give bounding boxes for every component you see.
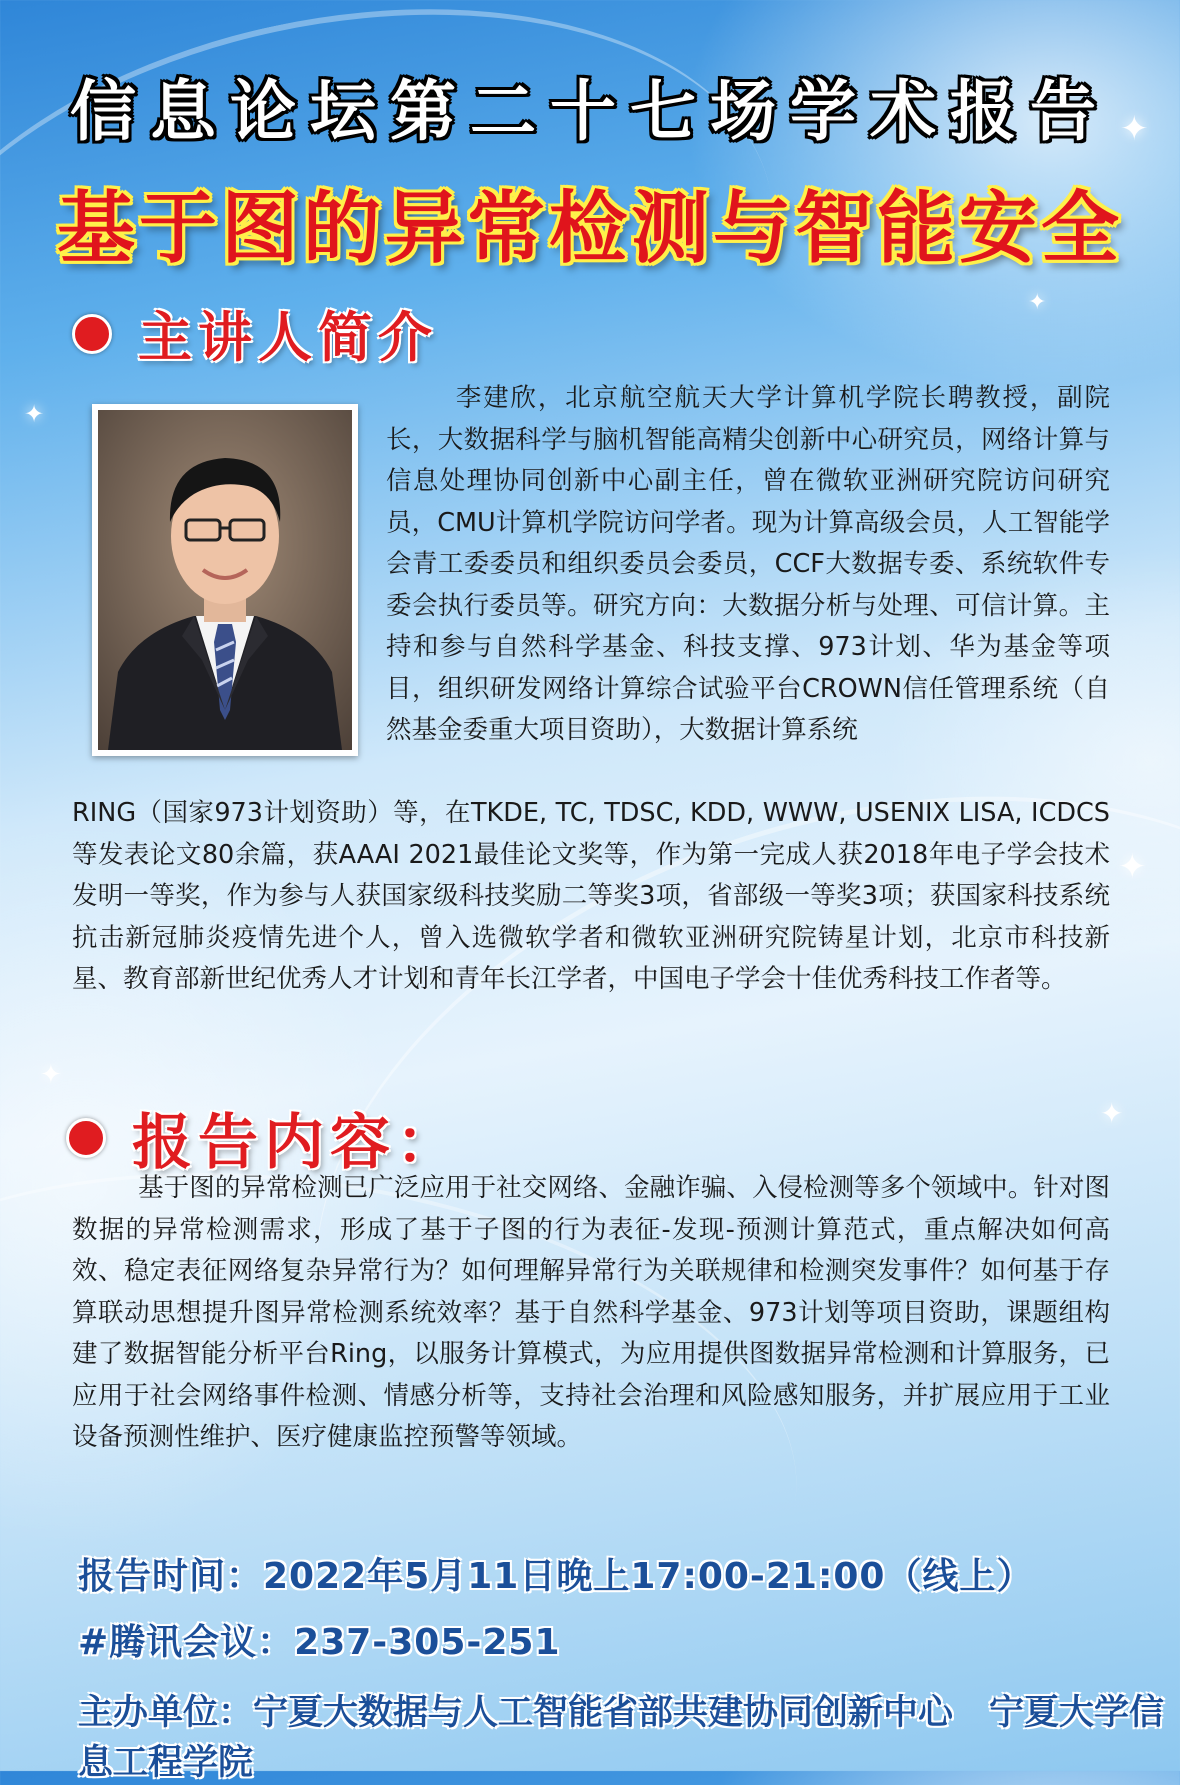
talk-title: 基于图的异常检测与智能安全 [56, 184, 1123, 274]
talk-content-text: 基于图的异常检测已广泛应用于社交网络、金融诈骗、入侵检测等多个领域中。针对图数据的异常检测需求，形成了基于子图的行为表征-发现-预测计算范式，重点解决如何高效、稳定表征网络复杂异常行为？如何理解异常行为关联规律和检测突发事件？如何基于存算联动思想提升图异常检测系统效率？基于自然科学基金、973计划等项目资助，课题组构建了数据智能分析平台Ring，以服务计算模式，为应用提供图数据异常检测和计算服务，已应用于社会网络事件检测、情感分析等，支持社会治理和风险感知服务，并扩展应用于工业设备预测性维护、医疗健康监控预警等领域。 [72, 1173, 1110, 1452]
host-organizations [78, 1685, 1180, 1785]
sparkle-icon: ✦ [24, 400, 45, 428]
sparkle-icon: ✦ [1120, 109, 1149, 149]
talk-time: 报告时间：2022年5月11日晚上17:00-21:00（线上） [78, 1556, 1034, 1597]
sparkle-icon: ✦ [1028, 290, 1047, 315]
bullet-dot-icon [66, 1118, 106, 1158]
host-org-2: 宁夏大学信息工程学院 [78, 1693, 1165, 1783]
sparkle-icon: ✦ [1100, 1097, 1124, 1130]
talk-section-title: 报告内容： [132, 1108, 462, 1178]
speaker-bio-full-width: RING（国家973计划资助）等，在TKDE, TC, TDSC, KDD, WWW, USENIX LISA, ICDCS等发表论文80余篇，获AAAI 2021最佳论文奖等，作为第一完成人获2018年电子学会技术发明一等奖，作为参与人获国家级科技奖励二等奖3项，省部级一等奖3项；获国家科技系统抗击新冠肺炎疫情先进个人，曾入选微软学者和微软亚洲研究院铸星计划，北京市科技新星、教育部新世纪优秀人才计划和青年长江学者，中国电子学会十佳优秀科技工作者等。 [72, 798, 1110, 994]
sparkle-icon: ✦ [1118, 847, 1147, 887]
talk-content [72, 1168, 1110, 1459]
meeting-id: #腾讯会议：237-305-251 [78, 1622, 561, 1663]
speaker-photo [92, 404, 358, 756]
bullet-dot-icon [72, 314, 112, 354]
host-org-1: 宁夏大数据与人工智能省部共建协同创新中心 [253, 1693, 954, 1733]
speaker-section-title: 主讲人简介 [138, 305, 438, 369]
speaker-bio-wrapped-text: 李建欣，北京航空航天大学计算机学院长聘教授，副院长，大数据科学与脑机智能高精尖创新中心研究员，网络计算与信息处理协同创新中心副主任，曾在微软亚洲研究院访问研究员，CMU计算机学院访问学者。现为计算高级会员，人工智能学会青工委委员和组织委员会委员，CCF大数据专委、系统软件专委会执行委员等。研究方向：大数据分析与处理、可信计算。主持和参与自然科学基金、科技支撑、973计划、华为基金等项目，组织研发网络计算综合试验平台CROWN信任管理系统（自然基金委重大项目资助），大数据计算系统 [386, 383, 1110, 745]
speaker-bio-wrapped [386, 378, 1110, 752]
sparkle-icon: ✦ [40, 1060, 62, 1090]
speaker-section-header [72, 295, 438, 372]
host-label: 主办单位： [78, 1693, 254, 1733]
forum-title: 信息论坛第二十七场学术报告 [70, 73, 1110, 150]
speaker-portrait-image [98, 410, 352, 750]
